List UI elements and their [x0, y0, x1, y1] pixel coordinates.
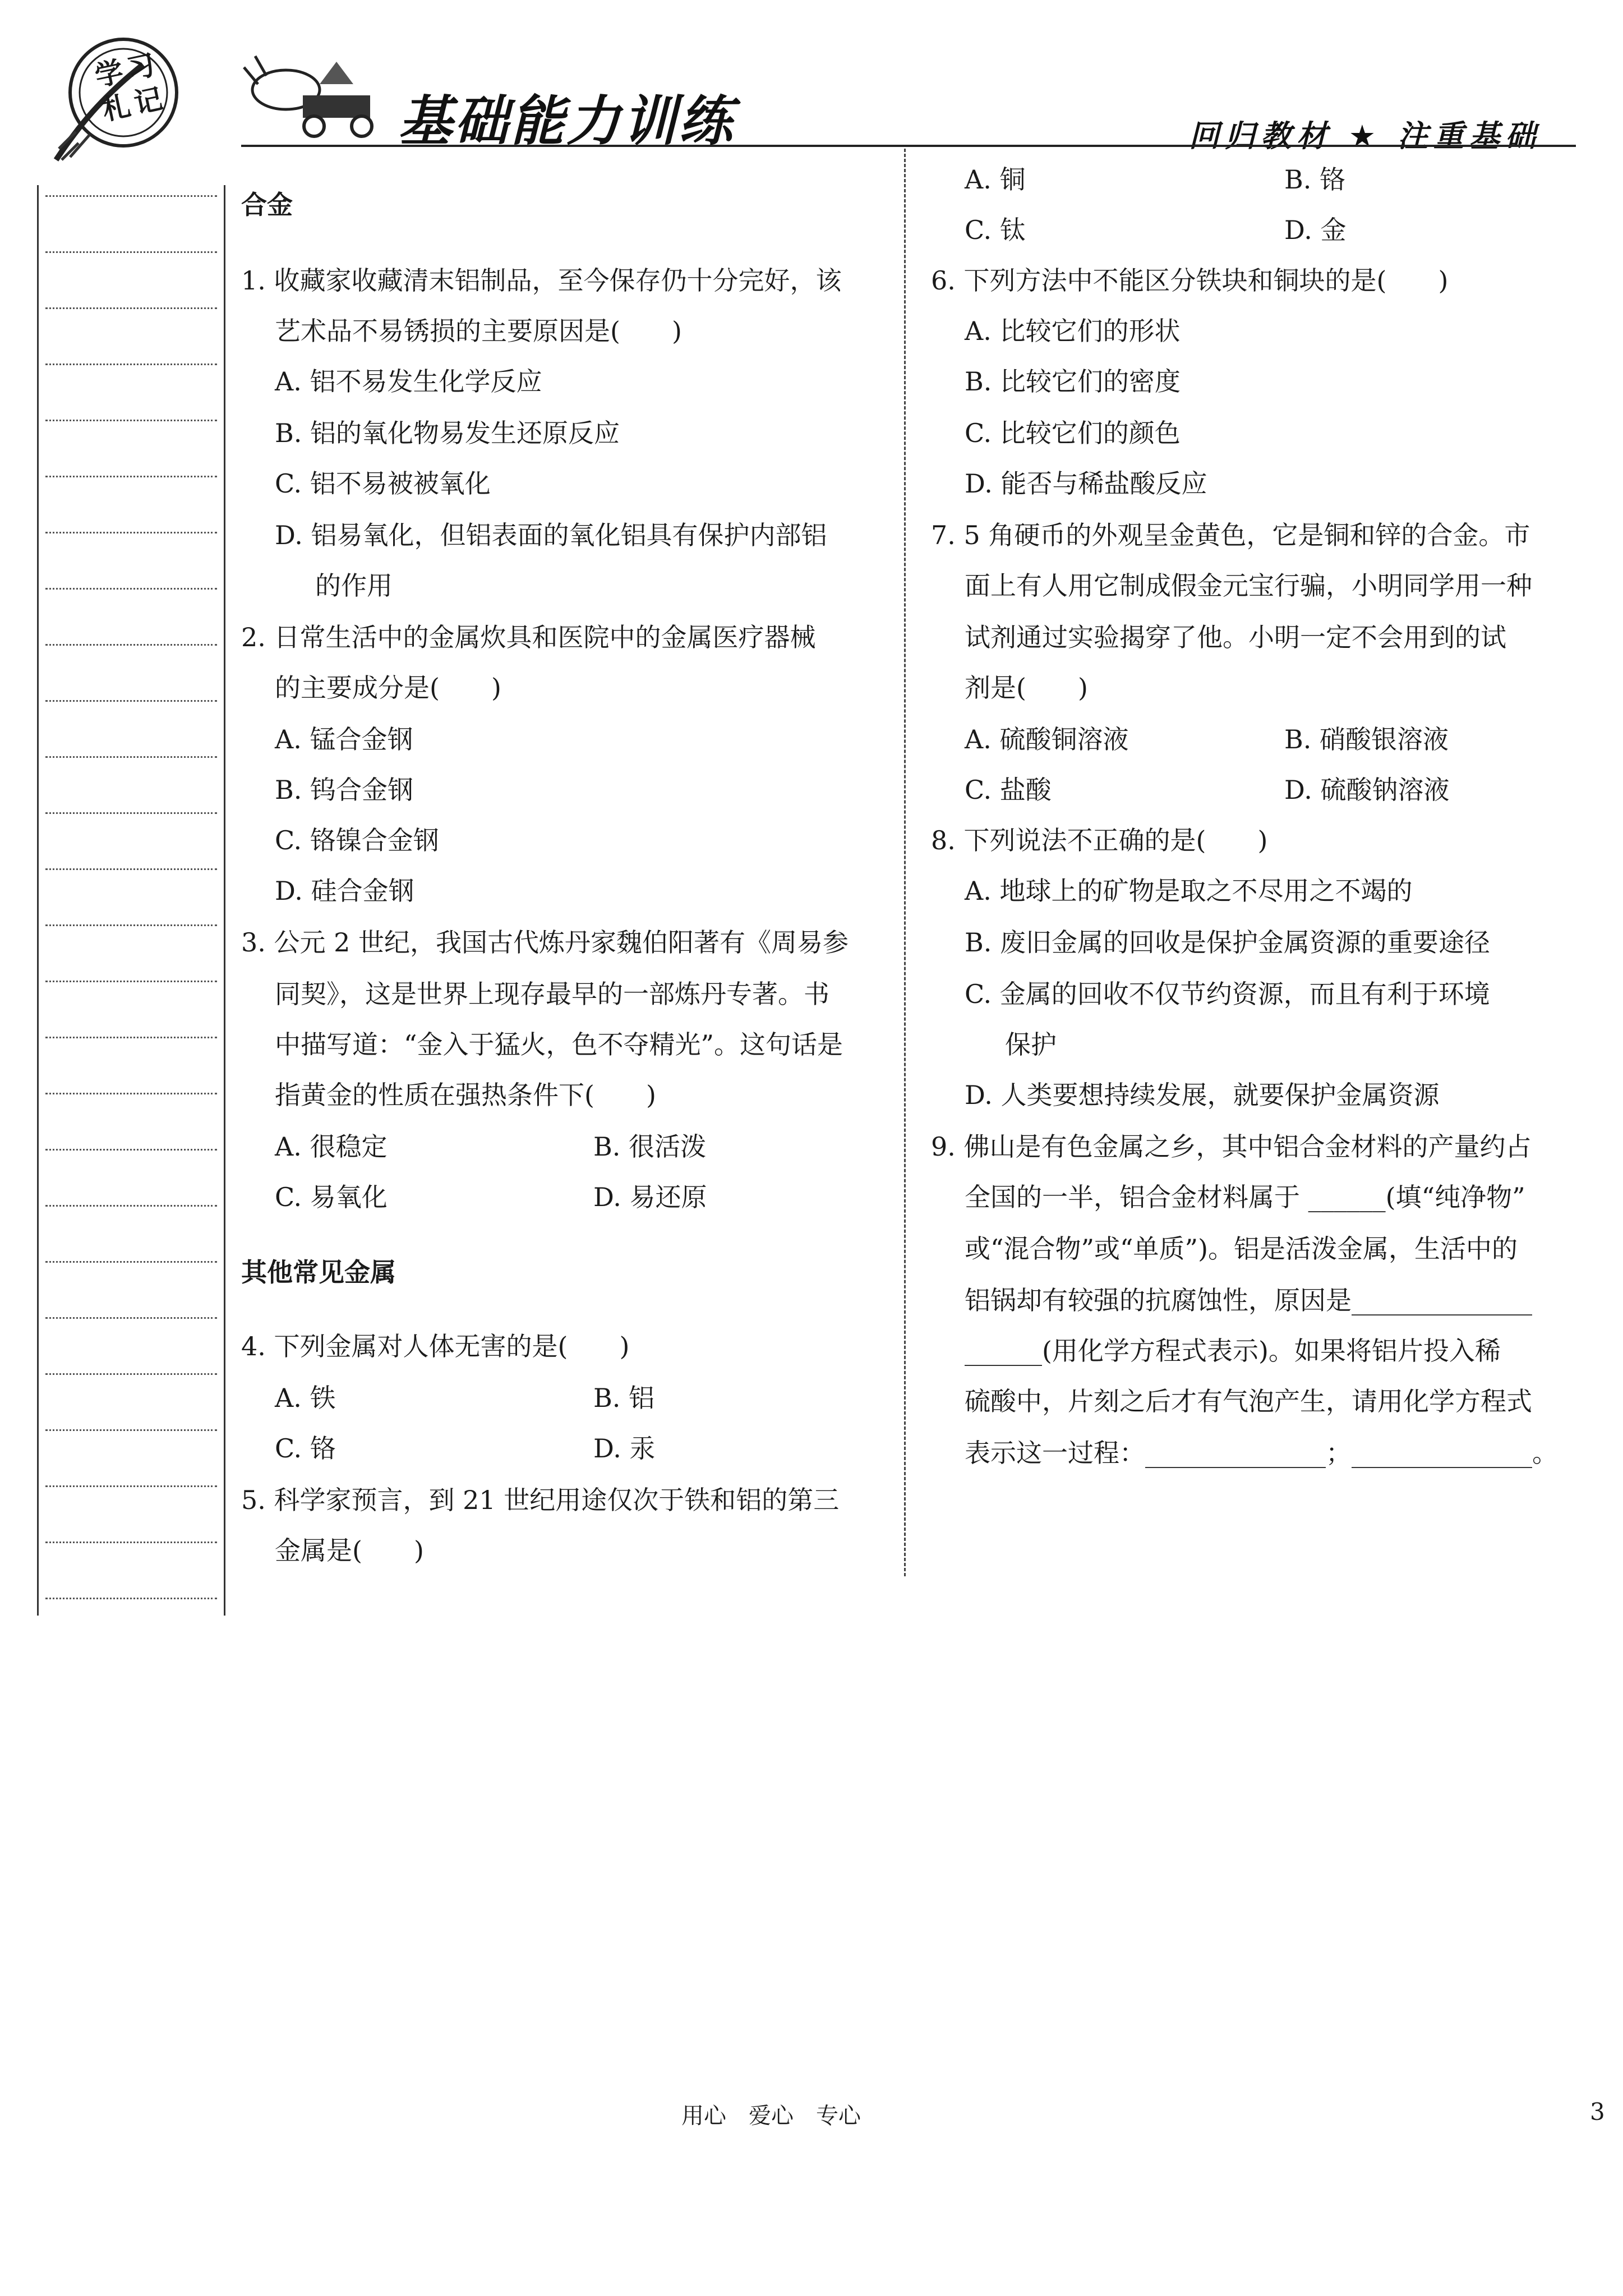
- question-3-option: B. 很活泼: [593, 1131, 707, 1162]
- page-number: 3: [1590, 2098, 1605, 2125]
- note-line: [45, 1149, 217, 1151]
- question-5-line-1: 5. 科学家预言，到 21 世纪用途仅次于铁和铝的第三: [241, 1485, 840, 1515]
- question-7-option: C. 盐酸: [965, 775, 1052, 805]
- question-8-option: A. 地球上的矿物是取之不尽用之不竭的: [965, 876, 1413, 906]
- badge-logo: [45, 31, 185, 171]
- question-8-option: B. 废旧金属的回收是保护金属资源的重要途径: [965, 927, 1491, 958]
- badge-line-1: 学习: [91, 47, 163, 93]
- notes-column: [37, 185, 225, 1616]
- question-7-line-2: 面上有人用它制成假金元宝行骗，小明同学用一种: [965, 570, 1532, 601]
- badge-text: [85, 45, 178, 138]
- note-line: [45, 1598, 217, 1599]
- note-line: [45, 1485, 217, 1487]
- question-1-option-cont: 的作用: [315, 570, 393, 601]
- question-4-option: D. 汞: [593, 1433, 656, 1464]
- note-line: [45, 1261, 217, 1263]
- header-rule: [241, 145, 1576, 147]
- question-7-option: A. 硫酸铜溶液: [965, 724, 1129, 754]
- question-6-option: B. 比较它们的密度: [965, 366, 1181, 397]
- question-6-option: A. 比较它们的形状: [965, 316, 1181, 346]
- question-7-option: B. 硝酸银溶液: [1284, 724, 1449, 754]
- question-5-option: C. 钛: [965, 215, 1026, 245]
- question-9-line-3: 或“混合物”或“单质”)。铝是活泼金属，生活中的: [965, 1234, 1518, 1264]
- question-8-line-1: 8. 下列说法不正确的是( ): [931, 825, 1268, 855]
- column-divider: [904, 149, 906, 1576]
- note-line: [45, 812, 217, 814]
- note-line: [45, 364, 217, 365]
- question-4-option: B. 铝: [593, 1383, 655, 1413]
- question-6-line-1: 6. 下列方法中不能区分铁块和铜块的是( ): [931, 265, 1449, 296]
- note-line: [45, 307, 217, 309]
- badge-line-2: 札记: [99, 81, 170, 127]
- footer-motto: 用心 爱心 专心: [681, 2103, 861, 2129]
- question-1-option: C. 铝不易被被氧化: [275, 468, 491, 499]
- question-2-line-1: 2. 日常生活中的金属炊具和医院中的金属医疗器械: [241, 622, 816, 652]
- question-1-option: D. 铝易氧化，但铝表面的氧化铝具有保护内部铝: [275, 520, 827, 550]
- question-5-option: B. 铬: [1284, 164, 1346, 195]
- note-line: [45, 476, 217, 477]
- question-8-option: D. 人类要想持续发展，就要保护金属资源: [965, 1080, 1440, 1110]
- header-slogan: 回归教材 ★ 注重基础: [1189, 118, 1542, 154]
- question-2-line-2: 的主要成分是( ): [275, 673, 501, 703]
- question-3-option: D. 易还原: [593, 1182, 707, 1212]
- question-9-line-6: 硫酸中，片刻之后才有气泡产生，请用化学方程式: [965, 1386, 1532, 1416]
- question-9-line-2: 全国的一半，铝合金材料属于 ______(填“纯净物”: [965, 1182, 1525, 1212]
- note-line: [45, 1429, 217, 1431]
- question-3-line-2: 同契》，这是世界上现存最早的一部炼丹专著。书: [275, 979, 829, 1009]
- note-line: [45, 1205, 217, 1207]
- question-3-line-4: 指黄金的性质在强热条件下( ): [275, 1080, 656, 1110]
- note-line: [45, 1093, 217, 1094]
- question-3-option: C. 易氧化: [275, 1182, 388, 1212]
- note-line: [45, 420, 217, 421]
- question-9-line-7: 表示这一过程：______________；______________。: [965, 1438, 1558, 1468]
- note-line: [45, 644, 217, 646]
- note-line: [45, 868, 217, 870]
- question-9-line-1: 9. 佛山是有色金属之乡，其中铝合金材料的产量约占: [931, 1131, 1532, 1162]
- note-line: [45, 924, 217, 926]
- note-line: [45, 588, 217, 590]
- question-4-option: C. 铬: [275, 1433, 336, 1464]
- question-3-line-1: 3. 公元 2 世纪，我国古代炼丹家魏伯阳著有《周易参: [241, 927, 849, 958]
- note-line: [45, 195, 217, 197]
- question-3-line-3: 中描写道：“金入于猛火，色不夺精光”。这句话是: [275, 1029, 843, 1060]
- header-illustration: [241, 50, 393, 140]
- question-1-option: A. 铝不易发生化学反应: [275, 366, 542, 397]
- note-line: [45, 756, 217, 758]
- question-4-option: A. 铁: [275, 1383, 336, 1413]
- note-line: [45, 1542, 217, 1543]
- question-9-line-4: 铝锅却有较强的抗腐蚀性，原因是______________: [965, 1285, 1532, 1315]
- question-2-option: B. 钨合金钢: [275, 775, 414, 805]
- question-5-option: A. 铜: [965, 164, 1026, 195]
- note-line: [45, 981, 217, 982]
- question-1-line-1: 1. 收藏家收藏清末铝制品，至今保存仍十分完好，该: [241, 265, 842, 296]
- question-8-option-cont: 保护: [1005, 1029, 1057, 1060]
- question-6-option: D. 能否与稀盐酸反应: [965, 468, 1207, 499]
- note-line: [45, 700, 217, 702]
- question-7-option: D. 硫酸钠溶液: [1284, 775, 1450, 805]
- question-3-option: A. 很稳定: [275, 1131, 388, 1162]
- note-line: [45, 1317, 217, 1319]
- note-line: [45, 251, 217, 253]
- question-2-option: D. 硅合金钢: [275, 876, 414, 906]
- question-1-option: B. 铝的氧化物易发生还原反应: [275, 418, 620, 448]
- question-8-option: C. 金属的回收不仅节约资源，而且有利于环境: [965, 979, 1490, 1009]
- question-2-option: C. 铬镍合金钢: [275, 825, 439, 855]
- page-title: 基础能力训练: [398, 90, 735, 153]
- question-9-line-5: ______(用化学方程式表示)。如果将铝片投入稀: [965, 1336, 1501, 1366]
- question-4-line-1: 4. 下列金属对人体无害的是( ): [241, 1331, 630, 1361]
- bird-cart-icon: [241, 50, 393, 140]
- section-heading-other-metals: 其他常见金属: [241, 1257, 396, 1287]
- section-heading-alloy: 合金: [241, 190, 293, 220]
- note-line: [45, 1037, 217, 1038]
- question-2-option: A. 锰合金钢: [275, 724, 413, 754]
- note-line: [45, 1373, 217, 1375]
- question-7-line-1: 7. 5 角硬币的外观呈金黄色，它是铜和锌的合金。市: [931, 520, 1530, 550]
- note-line: [45, 532, 217, 533]
- question-6-option: C. 比较它们的颜色: [965, 418, 1181, 448]
- question-7-line-4: 剂是( ): [965, 673, 1088, 703]
- question-5-option: D. 金: [1284, 215, 1347, 245]
- question-7-line-3: 试剂通过实验揭穿了他。小明一定不会用到的试: [965, 622, 1506, 652]
- question-1-line-2: 艺术品不易锈损的主要原因是( ): [275, 316, 682, 346]
- question-5-line-2: 金属是( ): [275, 1535, 424, 1566]
